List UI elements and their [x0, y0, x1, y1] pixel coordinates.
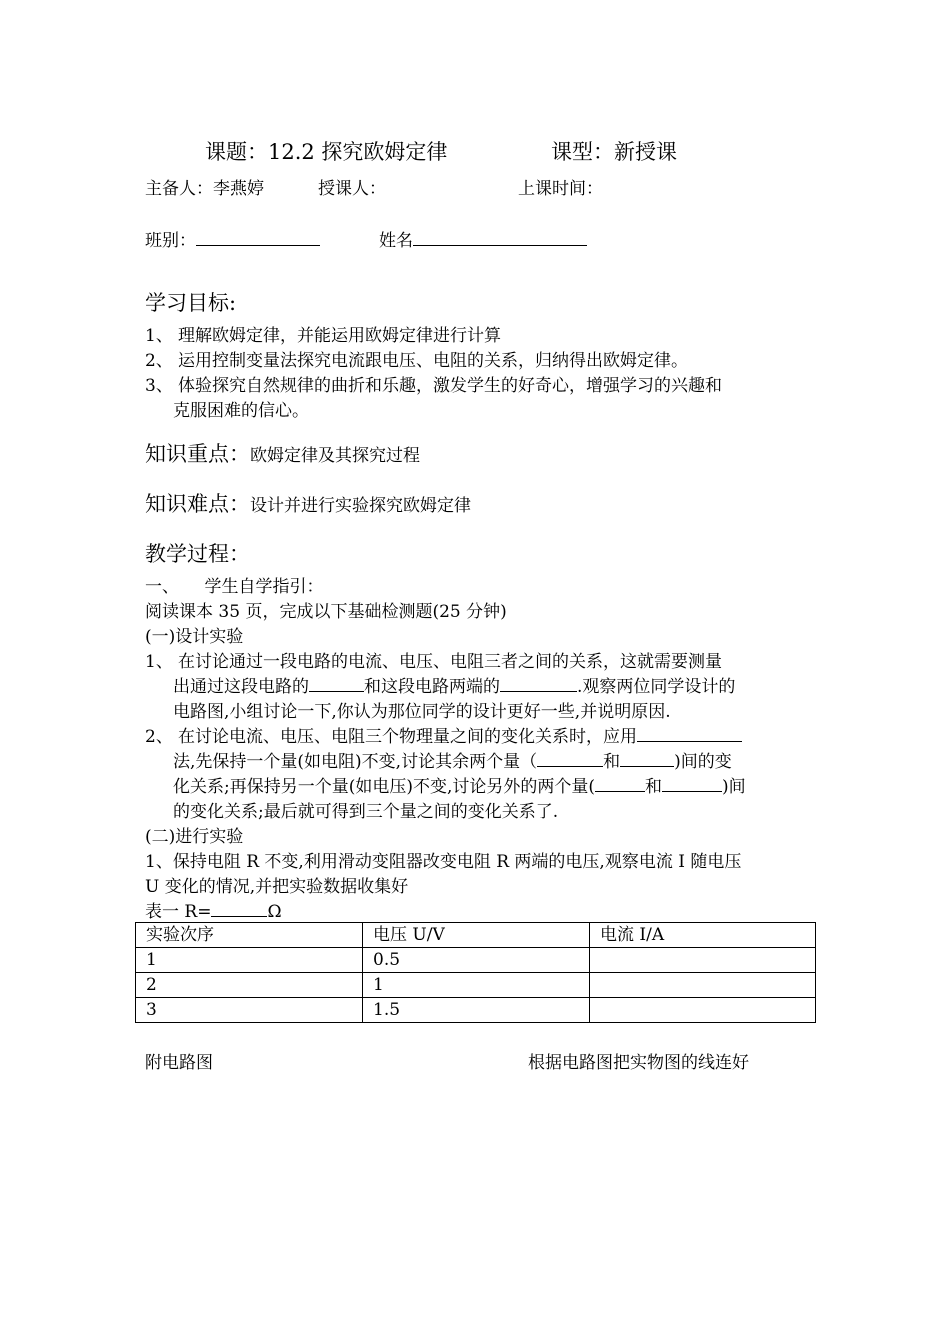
- q1-line: 在讨论通过一段电路的电流、电压、电阻三者之间的关系，这就需要测量: [178, 652, 722, 672]
- q2-blank-c[interactable]: [595, 791, 645, 792]
- table-header-row: [136, 923, 816, 948]
- item-number: 3、: [145, 376, 173, 396]
- q1-text: 出通过这段电路的: [173, 677, 309, 697]
- page-title: 课题：12.2 探究欧姆定律: [205, 140, 448, 164]
- preparer: 主备人：李燕婷: [145, 179, 264, 199]
- list-item: [145, 374, 807, 399]
- part-heading: (一)设计实验: [145, 627, 244, 647]
- item-number: 2、: [145, 727, 173, 747]
- table-header-cell: 电流 I/A: [590, 923, 816, 948]
- part-heading: (二)进行实验: [145, 827, 244, 847]
- circuit-diagram-label: 附电路图: [145, 1053, 213, 1073]
- q2-blank-d[interactable]: [662, 791, 722, 792]
- item-text: 运用控制变量法探究电流跟电压、电阻的关系，归纳得出欧姆定律。: [178, 351, 688, 371]
- process-heading: 教学过程：: [145, 542, 250, 566]
- resistance-blank[interactable]: [211, 916, 267, 917]
- item-number: 1、: [145, 326, 173, 346]
- difficulty-text: 设计并进行实验探究欧姆定律: [250, 496, 471, 516]
- table-cell: 1: [363, 973, 590, 998]
- name-label: 姓名: [379, 231, 413, 251]
- list-item: [145, 324, 807, 349]
- table-cell: 3: [136, 998, 363, 1023]
- item-text: 理解欧姆定律，并能运用欧姆定律进行计算: [178, 326, 501, 346]
- q2-text: 化关系;再保持另一个量(如电压)不变,讨论另外的两个量(: [173, 777, 596, 797]
- wiring-instruction: 根据电路图把实物图的线连好: [528, 1053, 749, 1073]
- q2-blank-b[interactable]: [620, 766, 674, 767]
- q1-text: .观察两位同学设计的: [577, 677, 736, 697]
- table-header-cell: 实验次序: [136, 923, 363, 948]
- experiment-line: 1、保持电阻 R 不变,利用滑动变阻器改变电阻 R 两端的电压,观察电流 I 随电压: [145, 852, 742, 872]
- table-cell: 0.5: [363, 948, 590, 973]
- name-blank[interactable]: [413, 227, 587, 246]
- class-blank[interactable]: [196, 227, 320, 246]
- q2-text: )间: [722, 777, 746, 797]
- q2-line: 在讨论电流、电压、电阻三个物理量之间的变化关系时，应用: [178, 727, 637, 747]
- process-body: [145, 575, 807, 925]
- table-cell: 1: [136, 948, 363, 973]
- q2-text: 和: [645, 777, 663, 797]
- q2-text: )间的变: [674, 752, 732, 772]
- q1-line: 电路图,小组讨论一下,你认为那位同学的设计更好一些,并说明原因.: [173, 702, 671, 722]
- lesson-type: 课型：新授课: [551, 140, 677, 164]
- q2-text: 和: [603, 752, 621, 772]
- table-row: [136, 998, 816, 1023]
- item-number: 2、: [145, 351, 173, 371]
- key-point-label: 知识重点：: [145, 442, 250, 466]
- objectives-heading: 学习目标:: [145, 291, 237, 315]
- class-field: [145, 227, 320, 254]
- table-cell: 1.5: [363, 998, 590, 1023]
- item-text: 体验探究自然规律的曲折和乐趣，激发学生的好奇心，增强学习的兴趣和: [178, 376, 722, 396]
- q2-blank-a[interactable]: [537, 766, 603, 767]
- key-point: [145, 438, 420, 469]
- caption-text: 表一 R=: [145, 902, 212, 922]
- question-2: [145, 725, 807, 825]
- item-number: 1、: [145, 652, 173, 672]
- table-cell-empty[interactable]: [590, 973, 816, 998]
- table-row: [136, 973, 816, 998]
- table-row: [136, 948, 816, 973]
- q1-blank-current[interactable]: [309, 691, 364, 692]
- ohm-symbol: Ω: [267, 902, 282, 922]
- q2-blank-method[interactable]: [637, 741, 742, 742]
- q1-blank-voltage[interactable]: [500, 691, 577, 692]
- difficulty-label: 知识难点：: [145, 492, 250, 516]
- table-header-cell: 电压 U/V: [363, 923, 590, 948]
- table-cell-empty[interactable]: [590, 948, 816, 973]
- list-item-continuation: 克服困难的信心。: [173, 401, 309, 421]
- section-heading: 一、 学生自学指引：: [145, 577, 324, 597]
- teacher-label: 授课人：: [318, 179, 386, 199]
- name-field: [379, 227, 587, 254]
- class-time-label: 上课时间：: [518, 179, 603, 199]
- experiment-line: U 变化的情况,并把实验数据收集好: [145, 877, 409, 897]
- q2-line: 的变化关系;最后就可得到三个量之间的变化关系了.: [173, 802, 559, 822]
- q2-text: 法,先保持一个量(如电阻)不变,讨论其余两个量（: [173, 752, 538, 772]
- data-table: [135, 922, 816, 1023]
- q1-text: 和这段电路两端的: [364, 677, 500, 697]
- objective-list: [145, 324, 807, 424]
- reading-instruction: 阅读课本 35 页，完成以下基础检测题(25 分钟): [145, 602, 507, 622]
- class-label: 班别：: [145, 231, 196, 251]
- difficulty: [145, 488, 471, 519]
- list-item: [145, 349, 807, 374]
- table-cell-empty[interactable]: [590, 998, 816, 1023]
- table-cell: 2: [136, 973, 363, 998]
- key-point-text: 欧姆定律及其探究过程: [250, 446, 420, 466]
- question-1: [145, 650, 807, 725]
